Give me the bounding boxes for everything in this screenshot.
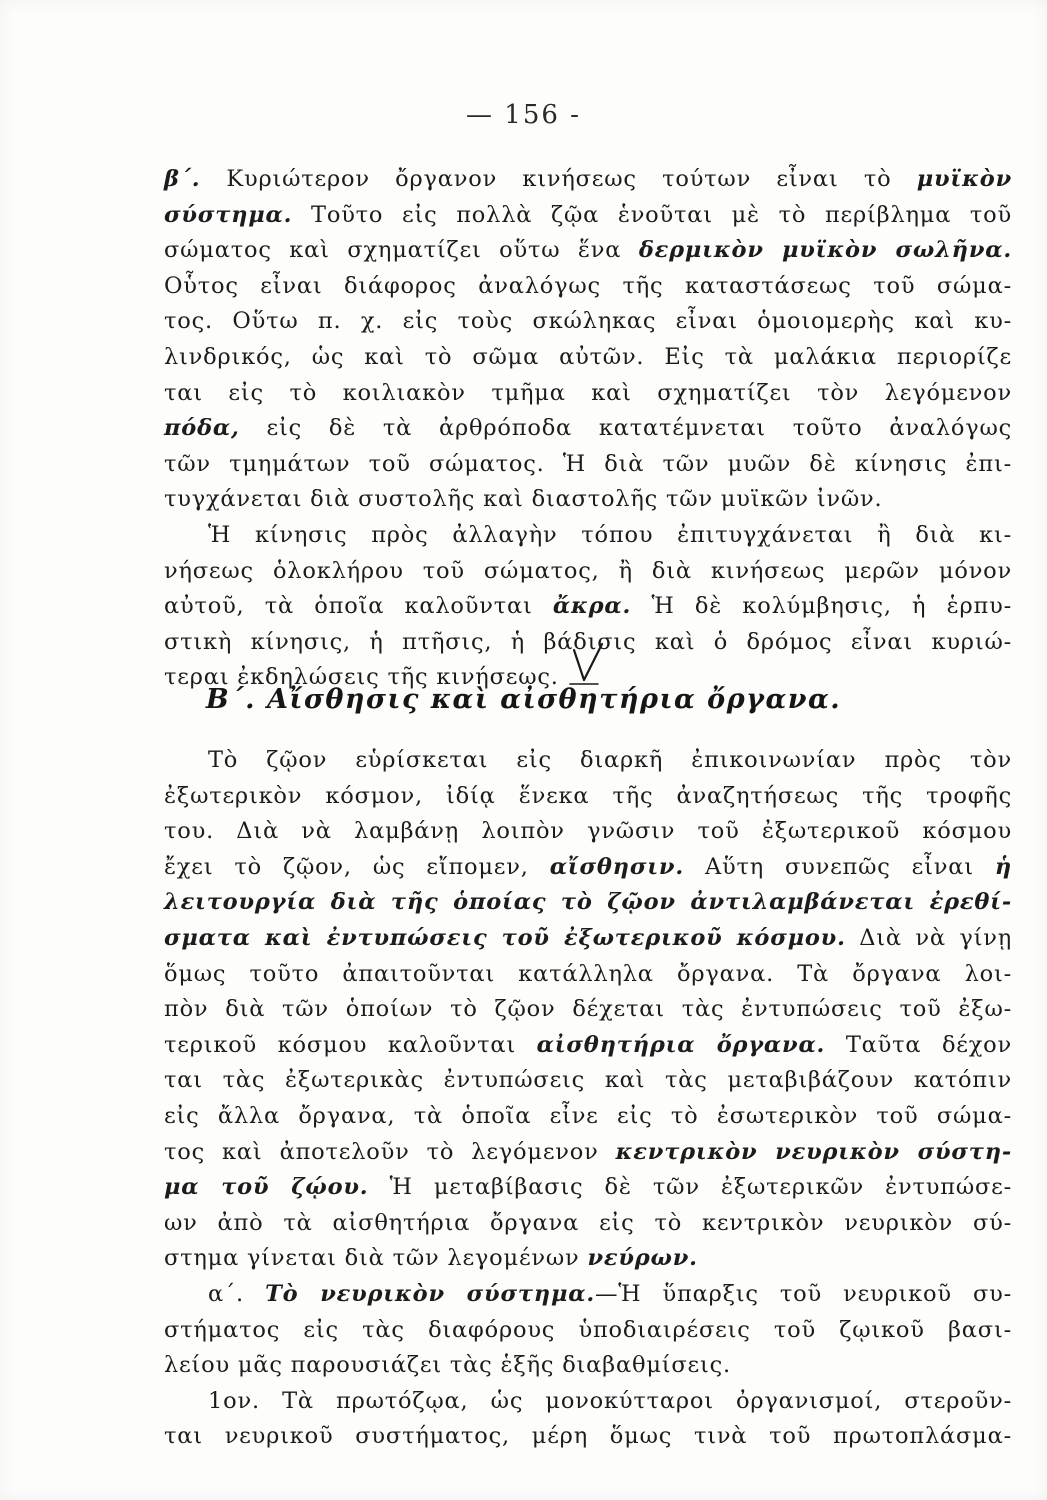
text-line <box>164 340 1012 376</box>
body-text: λείου μᾶς παρουσιάζει τὰς ἑξῆς διαβαθμίσεις. <box>164 1352 731 1379</box>
text-line <box>164 1099 1012 1135</box>
body-text: Ἡ μεταβίβασις δὲ τῶν ἐξωτερικῶν ἐντυπώσε- <box>368 1174 1012 1201</box>
body-text: λινδρικός, ὡς καὶ τὸ σῶμα αὐτῶν. Εἰς τὰ μαλάκια περιορίζε <box>164 343 1012 370</box>
text-line <box>164 850 1012 886</box>
body-text: —Ἡ ὕπαρξις τοῦ νευρικοῦ συ- <box>594 1280 1012 1307</box>
text-line <box>164 1135 1012 1171</box>
emphasized-text: ἄκρα. <box>552 593 632 620</box>
text-line <box>164 233 1012 269</box>
text-line <box>164 162 1012 198</box>
text-line <box>164 957 1012 993</box>
body-text: Ἡ κίνησις πρὸς ἀλλαγὴν τόπου ἐπιτυγχάνεται ἢ διὰ κι- <box>208 521 1012 548</box>
text-line <box>164 1277 1012 1313</box>
text-line <box>164 1384 1012 1420</box>
text-line <box>164 814 1012 850</box>
body-text: τυγχάνεται διὰ συστολῆς καὶ διαστολῆς τῶν μυϊκῶν ἰνῶν. <box>164 486 883 513</box>
text-line <box>164 518 1012 554</box>
text-line <box>164 482 1012 518</box>
emphasized-text: μυϊκὸν <box>916 166 1013 192</box>
body-text: νήσεως ὁλοκλήρου τοῦ σώματος, ἢ διὰ κινήσεως μερῶν μόνον <box>164 557 1012 584</box>
text-line <box>164 447 1012 483</box>
text-line <box>164 411 1012 447</box>
text-line <box>164 589 1012 625</box>
emphasized-text: λειτουργία διὰ τῆς ὁποίας τὸ ζῷον ἀντιλαμβάνεται ἐρεθί- <box>164 889 1012 916</box>
body-text: ὅμως τοῦτο ἀπαιτοῦνται κατάλληλα ὄργανα. Τὰ ὄργανα λοι- <box>164 960 1012 987</box>
page-number: — 156 - <box>466 100 581 130</box>
body-text: α΄. <box>208 1280 266 1307</box>
body-text: Αὕτη συνεπῶς εἶναι <box>683 853 995 880</box>
body-text: Κυριώτερον ὄργανον κινήσεως τούτων εἶναι τὸ <box>226 166 917 192</box>
emphasized-text: αἴσθησιν. <box>549 853 684 880</box>
body-text: εἰς ἄλλα ὄργανα, τὰ ὁποῖα εἶνε εἰς τὸ ἐσωτερικὸν τοῦ σώμα- <box>164 1102 1012 1129</box>
text-line <box>164 198 1012 234</box>
body-text: τος καὶ ἀποτελοῦν τὸ λεγόμενον <box>164 1138 616 1165</box>
body-text: του. Διὰ νὰ λαμβάνῃ λοιπὸν γνῶσιν τοῦ ἐξωτερικοῦ κόσμου <box>164 818 1012 845</box>
text-line <box>164 269 1012 305</box>
text-line <box>164 885 1012 921</box>
text-line <box>164 554 1012 590</box>
emphasized-text: ἡ <box>994 853 1013 880</box>
body-text: Τοῦτο εἰς πολλὰ ζῷα ἑνοῦται μὲ τὸ περίβλημα τοῦ <box>292 201 1012 228</box>
text-line <box>164 304 1012 340</box>
text-line <box>164 779 1012 815</box>
text-line <box>164 992 1012 1028</box>
emphasized-text: πόδα, <box>164 415 240 442</box>
emphasized-text: δερμικὸν μυϊκὸν σωλῆνα. <box>638 237 1012 264</box>
body-text: ἔχει τὸ ζῷον, ὡς εἴπομεν, <box>164 853 550 880</box>
handwritten-check-icon <box>568 640 608 688</box>
body-text: τος. Οὕτω π. χ. εἰς τοὺς σκώληκας εἶναι ὁμοιομερὴς καὶ κυ- <box>164 308 1012 335</box>
text-line <box>164 1170 1012 1206</box>
text-line <box>164 376 1012 412</box>
emphasized-text: νεύρων. <box>587 1245 698 1272</box>
emphasized-text: Τὸ νευρικὸν σύστημα. <box>265 1280 595 1307</box>
body-text: τῶν τμημάτων τοῦ σώματος. Ἡ διὰ τῶν μυῶν δὲ κίνησις ἐπι- <box>164 450 1012 477</box>
body-text: σώματος καὶ σχηματίζει οὕτω ἕνα <box>164 237 639 264</box>
text-block-locomotion <box>164 162 1012 696</box>
text-line <box>164 1063 1012 1099</box>
text-line <box>164 1028 1012 1064</box>
emphasized-text: κεντρικὸν νευρικὸν σύστη- <box>615 1138 1012 1165</box>
body-text: τεραι ἐκδηλώσεις τῆς κινήσεως. <box>164 664 559 691</box>
text-line <box>164 1419 1012 1455</box>
body-text: ων ἀπὸ τὰ αἰσθητήρια ὄργανα εἰς τὸ κεντρικὸν νευρικὸν σύ- <box>164 1209 1012 1236</box>
text-line <box>164 1206 1012 1242</box>
emphasized-text: β΄. <box>164 166 227 192</box>
body-text: εἰς δὲ τὰ ἀρθρόποδα κατατέμνεται τοῦτο ἀναλόγως <box>239 415 1012 442</box>
emphasized-text: σύστημα. <box>164 201 293 228</box>
text-line <box>164 1313 1012 1349</box>
body-text: ται εἰς τὸ κοιλιακὸν τμῆμα καὶ σχηματίζει τὸν λεγόμενον <box>164 379 1012 406</box>
body-text: ἐξωτερικὸν κόσμον, ἰδίᾳ ἕνεκα τῆς ἀναζητήσεως τῆς τροφῆς <box>164 782 1012 809</box>
body-text: ται τὰς ἐξωτερικὰς ἐντυπώσεις καὶ τὰς μεταβιβάζουν κατόπιν <box>164 1067 1012 1094</box>
emphasized-text: μα τοῦ ζῴου. <box>164 1174 369 1201</box>
body-text: 1ον. Τὰ πρωτόζῳα, ὡς μονοκύτταροι ὀργανισμοί, στεροῦν- <box>208 1387 1012 1414</box>
body-text: ται νευρικοῦ συστήματος, μέρη ὅμως τινὰ τοῦ πρωτοπλάσμα- <box>164 1423 1012 1450</box>
emphasized-text: σματα καὶ ἐντυπώσεις τοῦ ἐξωτερικοῦ κόσμου. <box>164 924 846 951</box>
emphasized-text: αἰσθητήρια ὄργανα. <box>536 1031 826 1058</box>
body-text: πὸν διὰ τῶν ὁποίων τὸ ζῷον δέχεται τὰς ἐντυπώσεις τοῦ ἐξω- <box>164 996 1012 1023</box>
body-text: Ταῦτα δέχον <box>825 1031 1013 1058</box>
body-text: Διὰ νὰ γίνῃ <box>845 924 1012 951</box>
text-block-sense-organs <box>164 743 1012 1455</box>
section-heading: Β΄. Αἴσθησις καὶ αἰσθητήρια ὄργανα. <box>205 684 842 715</box>
text-line <box>164 1241 1012 1277</box>
body-text: Οὗτος εἶναι διάφορος ἀναλόγως τῆς καταστάσεως τοῦ σώμα- <box>164 272 1012 299</box>
text-line <box>164 1348 1012 1384</box>
text-line <box>164 743 1012 779</box>
body-text: Ἡ δὲ κολύμβησις, ἡ ἑρπυ- <box>631 593 1012 620</box>
body-text: στικὴ κίνησις, ἡ πτῆσις, ἡ βάδισις καὶ ὁ δρόμος εἶναι κυριώ- <box>164 628 1012 655</box>
body-text: στήματος εἰς τὰς διαφόρους ὑποδιαιρέσεις τοῦ ζῳικοῦ βασι- <box>164 1316 1012 1343</box>
body-text: Τὸ ζῷον εὑρίσκεται εἰς διαρκῆ ἐπικοινωνίαν πρὸς τὸν <box>208 747 1012 773</box>
body-text: τερικοῦ κόσμου καλοῦνται <box>164 1031 537 1058</box>
body-text: στημα γίνεται διὰ τῶν λεγομένων <box>164 1245 588 1272</box>
body-text: αὐτοῦ, τὰ ὁποῖα καλοῦνται <box>164 593 553 620</box>
text-line <box>164 921 1012 957</box>
